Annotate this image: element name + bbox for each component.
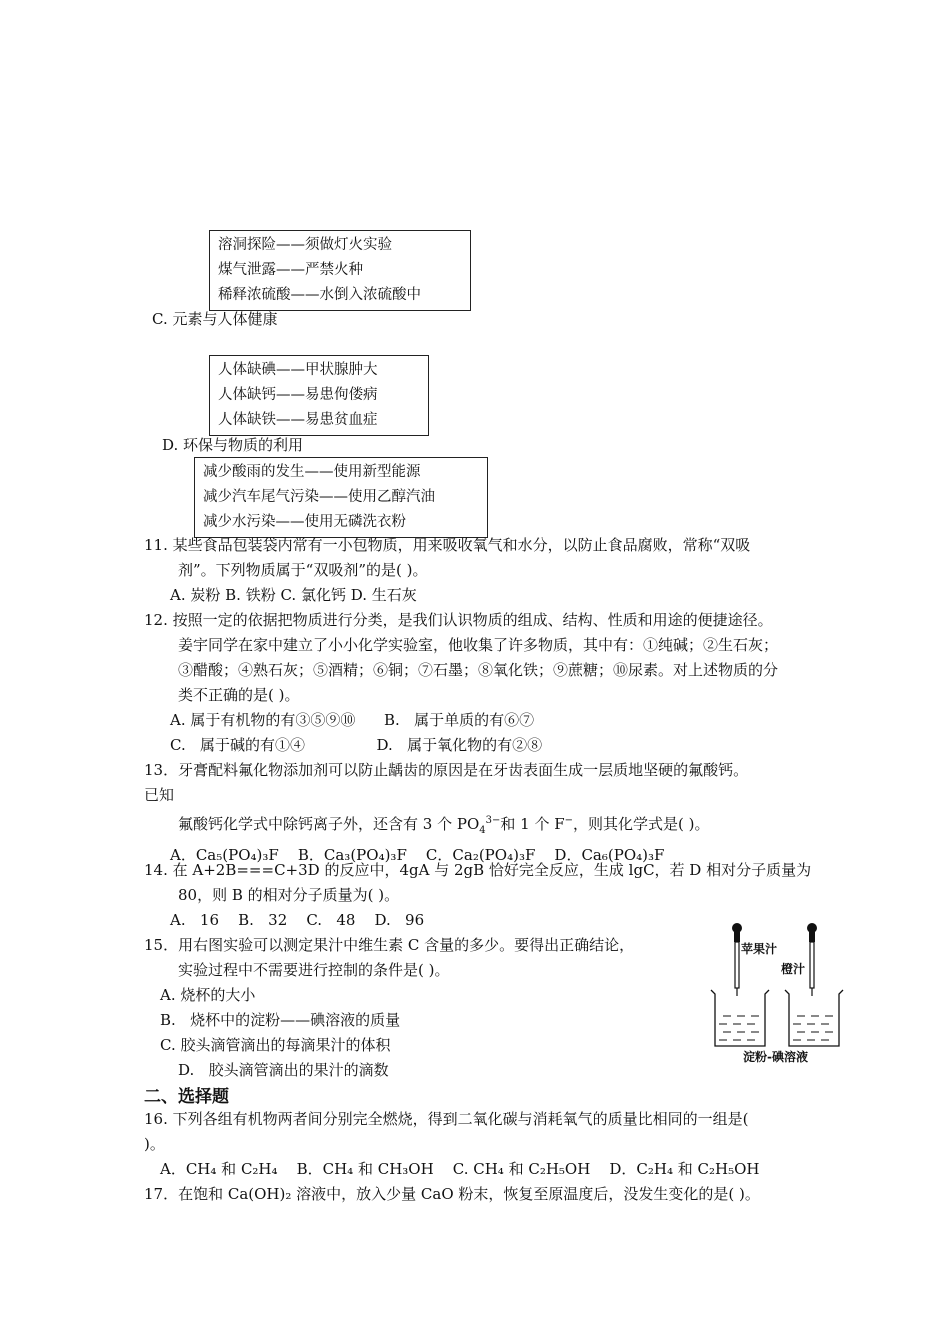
question-text: ③醋酸；④熟石灰；⑤酒精；⑥铜；⑦石墨；⑧氧化铁；⑨蔗糖；⑩尿素。对上述物质的分 [178, 661, 779, 679]
solution-label: 淀粉-碘溶液 [743, 1050, 808, 1064]
box-line: 人体缺钙——易患佝偻病 [218, 387, 378, 403]
question-option: B. 烧杯中的淀粉——碘溶液的质量 [160, 1011, 401, 1029]
box-line: 溶洞探险——须做灯火实验 [218, 237, 392, 253]
question-options: C. 属于碱的有①④ D. 属于氧化物的有②⑧ [170, 736, 543, 754]
box-line: 减少汽车尾气污染——使用乙醇汽油 [203, 489, 435, 505]
question-options: A. 属于有机物的有③⑤⑨⑩ B. 属于单质的有⑥⑦ [170, 711, 535, 729]
question-options: A. 16 B. 32 C. 48 D. 96 [170, 911, 425, 929]
question-options: A. 炭粉 B. 铁粉 C. 氯化钙 D. 生石灰 [170, 586, 417, 604]
box-line: 稀释浓硫酸——水倒入浓硫酸中 [218, 287, 421, 303]
question-text: 17．在饱和 Ca(OH)₂ 溶液中，放入少量 CaO 粉末，恢复至原温度后，没发生变化的是( )。 [144, 1185, 760, 1203]
option-d-label: D. 环保与物质的利用 [162, 436, 304, 454]
health-box [209, 355, 429, 436]
question-12 [144, 608, 778, 758]
question-15 [144, 933, 634, 1083]
question-options: A．Ca₅(PO₄)₃F B．Ca₃(PO₄)₃F C．Ca₂(PO₄)₃F D．Ca₆(PO₄)₃F [170, 846, 665, 864]
option-c-label: C. 元素与人体健康 [152, 310, 278, 328]
question-17 [144, 1182, 760, 1207]
question-text: 16. 下列各组有机物两者间分别完全燃烧，得到二氧化碳与消耗氧气的质量比相同的一组是( [144, 1110, 749, 1128]
apple-juice-label: 苹果汁 [741, 942, 778, 956]
question-text: 13．牙膏配料氟化物添加剂可以防止龋齿的原因是在牙齿表面生成一层质地坚硬的氟酸钙。 [144, 761, 749, 779]
question-text: 80，则 B 的相对分子质量为( )。 [178, 886, 400, 904]
environment-box [194, 457, 488, 538]
question-options: A．CH₄ 和 C₂H₄ B．CH₄ 和 CH₃OH C. CH₄ 和 C₂H₅OH D．C₂H₄ 和 C₂H₅OH [160, 1160, 760, 1178]
question-text: 12. 按照一定的依据把物质进行分类，是我们认识物质的组成、结构、性质和用途的便捷途径。 [144, 611, 773, 629]
question-text: )。 [144, 1135, 165, 1153]
question-13 [144, 758, 748, 868]
question-text: 14. 在 A+2B===C+3D 的反应中，4gA 与 2gB 恰好完全反应，生成 lgC，若 D 相对分子质量为 [144, 861, 812, 879]
orange-juice-label: 橙汁 [781, 962, 806, 976]
question-text: 已知 [144, 786, 175, 804]
question-16 [144, 1107, 759, 1182]
question-option: D. 胶头滴管滴出的果汁的滴数 [178, 1061, 389, 1079]
question-text: 实验过程中不需要进行控制的条件是( )。 [178, 961, 450, 979]
question-11 [144, 533, 750, 608]
question-text: 姜宇同学在家中建立了小小化学实验室，他收集了许多物质，其中有：①纯碱；②生石灰； [178, 636, 779, 654]
question-text: 类不正确的是( )。 [178, 686, 300, 704]
safety-box [209, 230, 471, 311]
question-text: 氟酸钙化学式中除钙离子外，还含有 3 个 $PO_4^{3-}$和 1 个 F−，则其化学式是( )。 [178, 815, 710, 836]
question-option: C. 胶头滴管滴出的每滴果汁的体积 [160, 1036, 391, 1054]
question-option: A. 烧杯的大小 [160, 986, 256, 1004]
box-line: 人体缺铁——易患贫血症 [218, 412, 378, 428]
box-line: 减少酸雨的发生——使用新型能源 [203, 464, 421, 480]
question-text: 15．用右图实验可以测定果汁中维生素 C 含量的多少。要得出正确结论， [144, 936, 635, 954]
box-line: 减少水污染——使用无磷洗衣粉 [203, 514, 406, 530]
experiment-figure [705, 922, 845, 1067]
section-heading: 二、选择题 [144, 1087, 229, 1107]
box-line: 煤气泄露——严禁火种 [218, 262, 363, 278]
question-text: 剂”。下列物质属于“双吸剂”的是( )。 [178, 561, 428, 579]
box-line: 人体缺碘——甲状腺肿大 [218, 362, 378, 378]
question-text: 11. 某些食品包装袋内常有一小包物质，用来吸收氧气和水分，以防止食品腐败，常称“双吸 [144, 536, 751, 554]
